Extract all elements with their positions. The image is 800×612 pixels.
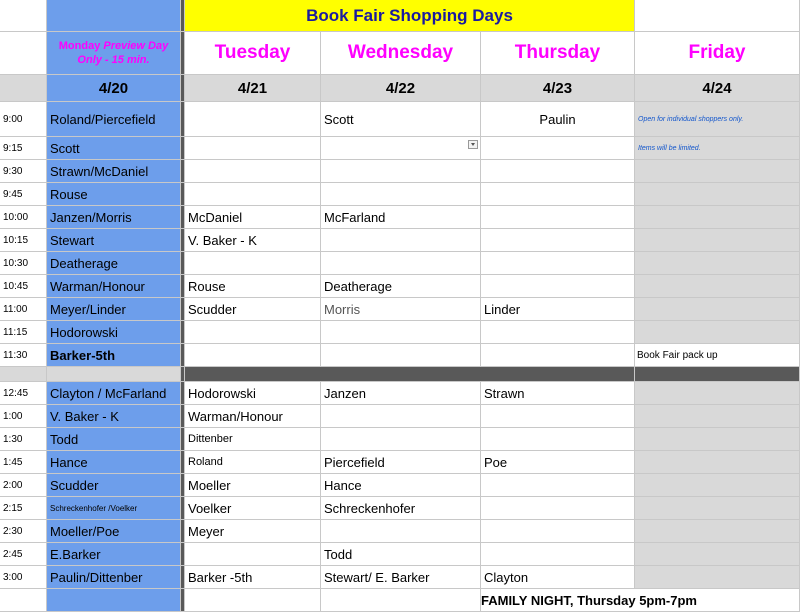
wednesday-slot[interactable]: Janzen — [321, 382, 481, 405]
monday-slot[interactable]: Hance — [47, 451, 181, 474]
footer-cell[interactable] — [0, 589, 47, 612]
time-cell[interactable]: 9:15 — [0, 137, 47, 160]
lunch-separator — [185, 367, 635, 382]
time-cell[interactable]: 3:00 — [0, 566, 47, 589]
tuesday-slot[interactable]: Rouse — [185, 275, 321, 298]
friday-slot[interactable] — [635, 520, 800, 543]
time-cell[interactable]: 11:00 — [0, 298, 47, 321]
time-cell[interactable]: 9:45 — [0, 183, 47, 206]
friday-slot[interactable] — [635, 382, 800, 405]
corner-cell[interactable] — [0, 75, 47, 102]
thursday-slot[interactable] — [481, 321, 635, 344]
friday-slot[interactable] — [635, 160, 800, 183]
thursday-slot[interactable] — [481, 183, 635, 206]
wednesday-slot[interactable]: Piercefield — [321, 451, 481, 474]
thursday-slot[interactable] — [481, 206, 635, 229]
wednesday-slot[interactable] — [321, 183, 481, 206]
wednesday-slot[interactable] — [321, 252, 481, 275]
thursday-slot[interactable]: Clayton — [481, 566, 635, 589]
friday-slot[interactable] — [635, 497, 800, 520]
wednesday-slot[interactable]: Schreckenhofer — [321, 497, 481, 520]
footer-cell[interactable] — [321, 589, 481, 612]
date-header-4[interactable]: 4/24 — [635, 75, 800, 102]
time-cell[interactable]: 2:15 — [0, 497, 47, 520]
day-header-3[interactable]: Friday — [635, 32, 800, 75]
wednesday-slot[interactable]: Scott — [321, 102, 481, 137]
family-night-note[interactable]: FAMILY NIGHT, Thursday 5pm-7pm — [481, 589, 800, 612]
thursday-slot[interactable] — [481, 543, 635, 566]
thursday-slot[interactable] — [481, 137, 635, 160]
tuesday-slot[interactable]: McDaniel — [185, 206, 321, 229]
monday-slot[interactable]: Clayton / McFarland — [47, 382, 181, 405]
tuesday-slot[interactable]: Hodorowski — [185, 382, 321, 405]
tuesday-slot[interactable] — [185, 102, 321, 137]
corner-cell[interactable] — [0, 32, 47, 75]
thursday-slot[interactable]: Poe — [481, 451, 635, 474]
tuesday-slot[interactable] — [185, 344, 321, 367]
tuesday-slot[interactable]: Warman/Honour — [185, 405, 321, 428]
thursday-slot[interactable] — [481, 405, 635, 428]
lunch-separator — [47, 367, 181, 382]
date-header-1[interactable]: 4/21 — [185, 75, 321, 102]
footer-cell[interactable] — [185, 589, 321, 612]
friday-slot[interactable] — [635, 451, 800, 474]
tuesday-slot[interactable]: V. Baker - K — [185, 229, 321, 252]
thursday-slot[interactable] — [481, 252, 635, 275]
monday-slot[interactable]: Hodorowski — [47, 321, 181, 344]
footer-cell[interactable] — [47, 589, 181, 612]
friday-slot[interactable] — [635, 428, 800, 451]
tuesday-slot[interactable] — [185, 183, 321, 206]
time-cell[interactable]: 2:30 — [0, 520, 47, 543]
monday-slot[interactable]: Janzen/Morris — [47, 206, 181, 229]
day-header-1[interactable]: Wednesday — [321, 32, 481, 75]
date-header-monday[interactable]: 4/20 — [47, 75, 181, 102]
monday-slot[interactable]: E.Barker — [47, 543, 181, 566]
lunch-separator — [0, 367, 47, 382]
time-cell[interactable]: 1:45 — [0, 451, 47, 474]
wednesday-slot[interactable] — [321, 321, 481, 344]
thursday-slot[interactable] — [481, 520, 635, 543]
thursday-slot[interactable] — [481, 474, 635, 497]
friday-slot[interactable]: Book Fair pack up — [635, 344, 800, 367]
wednesday-slot[interactable]: Todd — [321, 543, 481, 566]
friday-slot[interactable] — [635, 275, 800, 298]
time-cell[interactable]: 10:15 — [0, 229, 47, 252]
lunch-separator — [635, 367, 800, 382]
thursday-slot[interactable]: Linder — [481, 298, 635, 321]
tuesday-slot[interactable]: Dittenber — [185, 428, 321, 451]
time-cell[interactable]: 1:00 — [0, 405, 47, 428]
friday-slot[interactable] — [635, 298, 800, 321]
thursday-slot[interactable]: Strawn — [481, 382, 635, 405]
monday-slot[interactable]: Todd — [47, 428, 181, 451]
wednesday-slot[interactable] — [321, 137, 481, 160]
thursday-slot[interactable] — [481, 344, 635, 367]
time-cell[interactable]: 10:45 — [0, 275, 47, 298]
friday-slot[interactable] — [635, 321, 800, 344]
tuesday-slot[interactable] — [185, 252, 321, 275]
tuesday-slot[interactable]: Scudder — [185, 298, 321, 321]
monday-slot[interactable]: Paulin/Dittenber — [47, 566, 181, 589]
thursday-slot[interactable] — [481, 275, 635, 298]
preview-duration-label: Only - 15 min. — [77, 54, 150, 66]
time-cell[interactable]: 10:30 — [0, 252, 47, 275]
wednesday-slot[interactable]: McFarland — [321, 206, 481, 229]
day-header-2[interactable]: Thursday — [481, 32, 635, 75]
time-cell[interactable]: 9:30 — [0, 160, 47, 183]
wednesday-slot[interactable] — [321, 405, 481, 428]
wednesday-slot[interactable]: Morris — [321, 298, 481, 321]
friday-slot[interactable]: Items will be limited. — [635, 137, 800, 160]
monday-label: Monday — [58, 40, 101, 52]
monday-slot[interactable]: Moeller/Poe — [47, 520, 181, 543]
monday-slot[interactable]: Barker-5th — [47, 344, 181, 367]
friday-slot[interactable] — [635, 566, 800, 589]
monday-title-cell[interactable] — [47, 0, 181, 32]
friday-slot[interactable] — [635, 229, 800, 252]
wednesday-slot[interactable]: Stewart/ E. Barker — [321, 566, 481, 589]
time-cell[interactable]: 2:45 — [0, 543, 47, 566]
tuesday-slot[interactable]: Meyer — [185, 520, 321, 543]
day-header-0[interactable]: Tuesday — [185, 32, 321, 75]
monday-slot[interactable]: Meyer/Linder — [47, 298, 181, 321]
friday-slot[interactable] — [635, 543, 800, 566]
wednesday-slot[interactable]: Hance — [321, 474, 481, 497]
monday-slot[interactable]: Schreckenhofer /Voelker — [47, 497, 181, 520]
monday-preview-label[interactable] — [47, 32, 181, 75]
thursday-slot[interactable] — [481, 497, 635, 520]
tuesday-slot[interactable] — [185, 137, 321, 160]
wednesday-slot[interactable] — [321, 344, 481, 367]
monday-slot[interactable]: Warman/Honour — [47, 275, 181, 298]
wednesday-slot[interactable] — [321, 229, 481, 252]
thursday-slot[interactable]: Paulin — [481, 102, 635, 137]
sheet-title[interactable]: Book Fair Shopping Days — [185, 0, 635, 32]
friday-slot[interactable] — [635, 206, 800, 229]
monday-slot[interactable]: Deatherage — [47, 252, 181, 275]
friday-slot[interactable] — [635, 252, 800, 275]
friday-slot[interactable] — [635, 405, 800, 428]
monday-slot[interactable]: Scott — [47, 137, 181, 160]
wednesday-slot[interactable] — [321, 428, 481, 451]
time-cell[interactable]: 12:45 — [0, 382, 47, 405]
preview-day-label: Preview Day — [103, 40, 169, 52]
monday-slot[interactable]: Rouse — [47, 183, 181, 206]
tuesday-slot[interactable] — [185, 160, 321, 183]
time-cell[interactable]: 9:00 — [0, 102, 47, 137]
tuesday-slot[interactable]: Moeller — [185, 474, 321, 497]
thursday-slot[interactable] — [481, 160, 635, 183]
tuesday-slot[interactable] — [185, 321, 321, 344]
time-cell[interactable]: 11:15 — [0, 321, 47, 344]
time-cell[interactable]: 1:30 — [0, 428, 47, 451]
tuesday-slot[interactable]: Roland — [185, 451, 321, 474]
friday-slot[interactable] — [635, 183, 800, 206]
tuesday-slot[interactable]: Voelker — [185, 497, 321, 520]
wednesday-slot[interactable] — [321, 160, 481, 183]
wednesday-slot[interactable]: Deatherage — [321, 275, 481, 298]
monday-slot[interactable]: Scudder — [47, 474, 181, 497]
monday-slot[interactable]: Stewart — [47, 229, 181, 252]
date-header-2[interactable]: 4/22 — [321, 75, 481, 102]
tuesday-slot[interactable]: Barker -5th — [185, 566, 321, 589]
friday-slot[interactable]: Open for individual shoppers only. — [635, 102, 800, 137]
date-header-3[interactable]: 4/23 — [481, 75, 635, 102]
thursday-slot[interactable] — [481, 428, 635, 451]
cell-dropdown-icon[interactable] — [468, 140, 478, 149]
title-right-cell[interactable] — [635, 0, 800, 32]
time-cell[interactable]: 10:00 — [0, 206, 47, 229]
wednesday-slot[interactable] — [321, 520, 481, 543]
time-cell[interactable]: 2:00 — [0, 474, 47, 497]
tuesday-slot[interactable] — [185, 543, 321, 566]
thursday-slot[interactable] — [481, 229, 635, 252]
friday-slot[interactable] — [635, 474, 800, 497]
monday-slot[interactable]: Roland/Piercefield — [47, 102, 181, 137]
corner-cell[interactable] — [0, 0, 47, 32]
monday-slot[interactable]: V. Baker - K — [47, 405, 181, 428]
monday-slot[interactable]: Strawn/McDaniel — [47, 160, 181, 183]
time-cell[interactable]: 11:30 — [0, 344, 47, 367]
